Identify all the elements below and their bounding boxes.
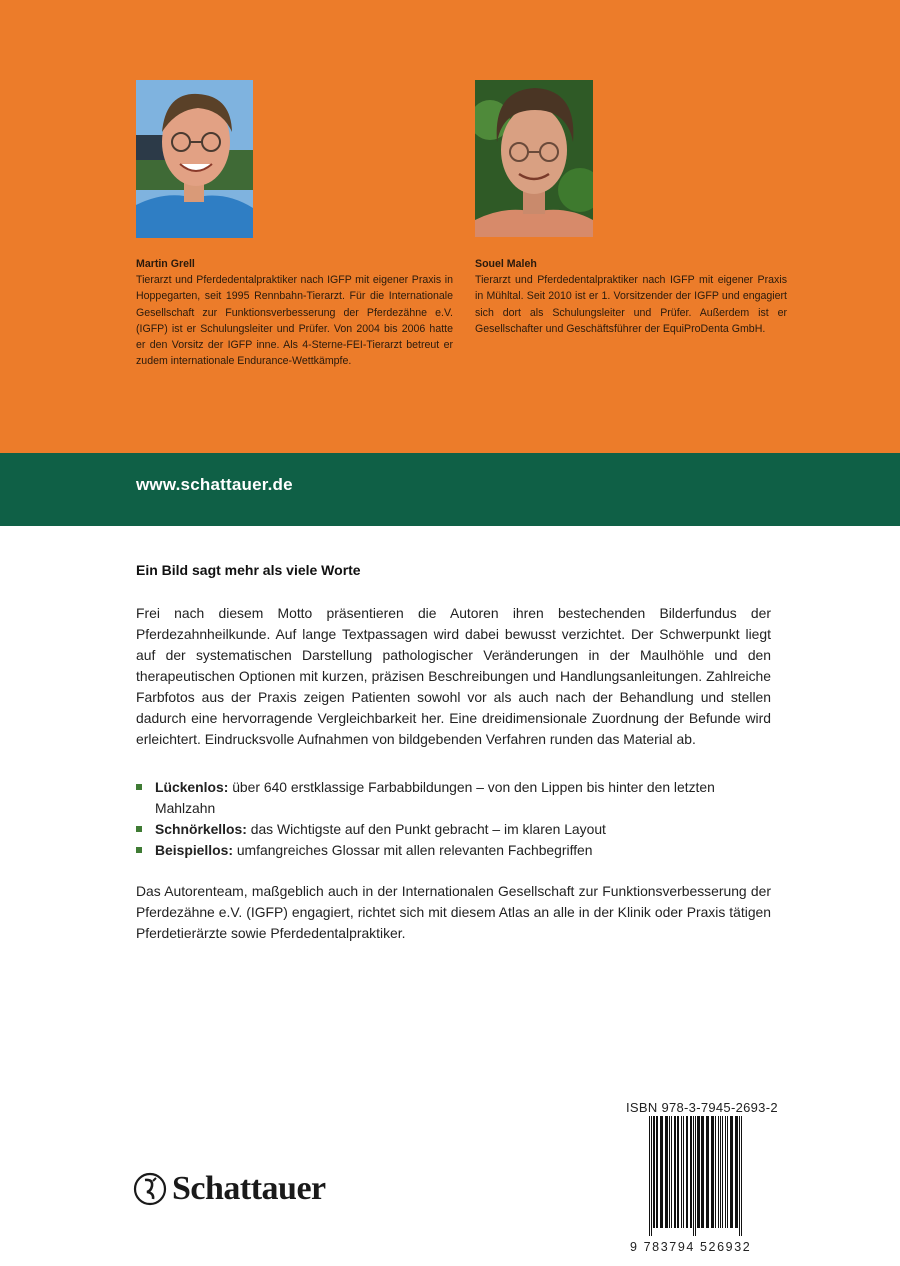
publisher-emblem-icon: [133, 1172, 167, 1206]
feature-list: [136, 777, 736, 861]
barcode-bar: [660, 1116, 663, 1228]
barcode-guard-bar: [649, 1116, 650, 1236]
barcode-bar: [727, 1116, 728, 1228]
feature-text: über 640 erstklassige Farbabbildungen – von den Lippen bis hinter den letzten Mahlzahn: [155, 779, 715, 816]
author-name: Souel Maleh: [475, 258, 537, 270]
barcode-bar: [665, 1116, 668, 1228]
blurb-headline: Ein Bild sagt mehr als viele Worte: [136, 562, 361, 578]
barcode-digits: 9 783794 526932: [630, 1240, 752, 1254]
barcode-bar: [681, 1116, 682, 1228]
barcode-bar: [677, 1116, 679, 1228]
blurb-paragraph: Frei nach diesem Motto präsentieren die Autoren ihren bestechenden Bilderfundus der Pferdezahnheilkunde. Auf lange Textpassagen wird dabei bewusst verzichtet. Der Schwerpunkt liegt auf der systematischen Darstellung pathologischer Veränderungen in der Maulhöhle und den therapeutischen Optionen mit kurzen, präzisen Beschreibungen und Handlungsanleitungen. Zahlreiche Farbfotos aus der Praxis zeigen Patienten sowohl vor als auch nach der Behandlung und stellen dadurch eine hervorragende Vergleichbarkeit her. Eine dreidimensionale Zuordnung der Befunde wird erleichtert. Eindrucksvolle Aufnahmen von bildgebenden Verfahren runden das Material ab.: [136, 605, 771, 747]
feature-term: Schnörkellos:: [155, 821, 247, 837]
barcode-guard-bar: [695, 1116, 696, 1236]
author-bio-text: Tierarzt und Pferdedentalpraktiker nach IGFP mit eigener Praxis in Mühltal. Seit 2010 ist er 1. Vorsitzender der IGFP und engagiert sich dort als Schulungsleiter und Prüfer. Außerdem ist er Gesellschafter und Geschäftsführer der EquiProDenta GmbH.: [475, 274, 787, 335]
barcode-guard-bar: [693, 1116, 694, 1236]
barcode-bar: [706, 1116, 709, 1228]
website-band: [0, 453, 900, 526]
author-name: Martin Grell: [136, 258, 195, 270]
isbn-label: ISBN 978-3-7945-2693-2: [626, 1100, 778, 1115]
feature-item: [136, 777, 736, 819]
barcode-bar: [718, 1116, 719, 1228]
barcode-bar: [690, 1116, 692, 1228]
feature-text: umfangreiches Glossar mit allen relevanten Fachbegriffen: [236, 842, 593, 858]
author-panel: [0, 0, 900, 453]
barcode-bar: [683, 1116, 684, 1228]
author-bio-2: [475, 256, 787, 337]
barcode-bar: [697, 1116, 700, 1228]
barcode-guard-bar: [741, 1116, 742, 1236]
feature-item: [136, 819, 736, 840]
barcode-bar: [669, 1116, 670, 1228]
barcode-bar: [725, 1116, 726, 1228]
author-bio-text: Tierarzt und Pferdedentalpraktiker nach IGFP mit eigener Praxis in Hoppegarten, seit 1995 Rennbahn-Tierarzt. Für die Internationale Gesellschaft zur Funktionsverbesserung der Pferdezähne e.V. (IGFP) ist er Schulungsleiter und Prüfer. Von 2004 bis 2006 hatte er den Vorsitz der IGFP inne. Als 4-Sterne-FEI-Tierarzt betreut er zudem internationale Endurance-Wettkämpfe.: [136, 274, 453, 368]
barcode-bar: [656, 1116, 658, 1228]
feature-term: Beispiellos:: [155, 842, 233, 858]
author-bio-1: [136, 256, 453, 369]
barcode-bar: [735, 1116, 738, 1228]
barcode-bar: [686, 1116, 688, 1228]
author-photo-martin-grell: [136, 80, 253, 238]
barcode-bar: [653, 1116, 655, 1228]
feature-item: [136, 840, 736, 861]
website-link[interactable]: www.schattauer.de: [136, 475, 293, 494]
barcode-bar: [730, 1116, 733, 1228]
feature-term: Lückenlos:: [155, 779, 229, 795]
barcode-bar: [715, 1116, 716, 1228]
barcode-bar: [720, 1116, 721, 1228]
publisher-logo: [133, 1170, 326, 1208]
barcode-bar: [701, 1116, 704, 1228]
barcode: [649, 1116, 761, 1236]
feature-text: das Wichtigste auf den Punkt gebracht – im klaren Layout: [250, 821, 606, 837]
audience-paragraph: Das Autorenteam, maßgeblich auch in der Internationalen Gesellschaft zur Funktionsverbesserung der Pferdezähne e.V. (IGFP) engagiert, richtet sich mit diesem Atlas an alle in der Klinik oder Praxis tätigen Pferdetierärzte sowie Pferdedentalpraktiker.: [136, 883, 771, 941]
barcode-bar: [671, 1116, 672, 1228]
barcode-bar: [722, 1116, 723, 1228]
barcode-guard-bar: [739, 1116, 740, 1236]
barcode-guard-bar: [651, 1116, 652, 1236]
barcode-bar: [674, 1116, 676, 1228]
author-photo-souel-maleh: [475, 80, 593, 237]
barcode-bar: [711, 1116, 714, 1228]
publisher-name: Schattauer: [172, 1170, 326, 1207]
